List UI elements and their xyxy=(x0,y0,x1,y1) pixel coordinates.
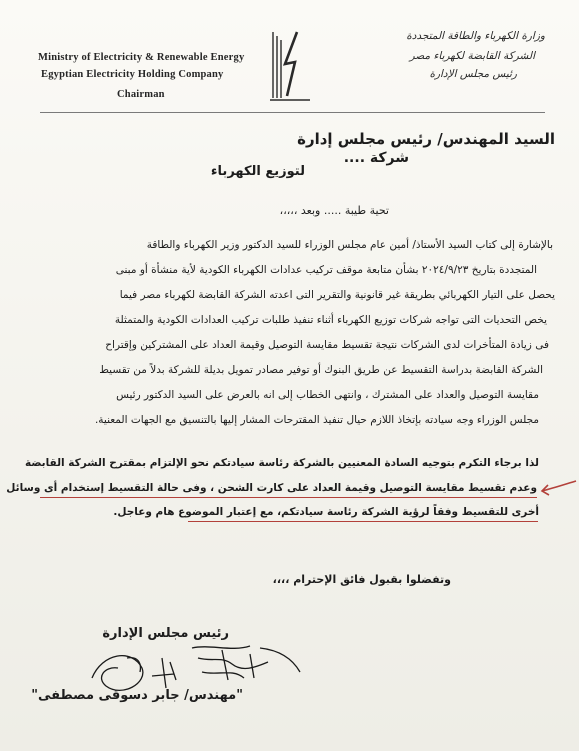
handwritten-underline xyxy=(40,497,537,498)
header-divider xyxy=(40,112,545,113)
header-en-chairman: Chairman xyxy=(117,89,165,100)
body-line: فى زيادة المتأخرات لدى الشركات نتيجة تقسيط مقايسة التوصيل وقيمة العداد على المشتركين وإقتراح xyxy=(105,339,549,351)
request-line: وعدم تقسيط مقايسة التوصيل وقيمة العداد على كارت الشحن ، وفى حالة التقسيط إستخدام أى وسائل xyxy=(6,482,537,494)
addressee-title: السيد المهندس/ رئيس مجلس إدارة xyxy=(297,130,555,148)
signatory-name: "مهندس/ جابر دسوقى مصطفى" xyxy=(31,688,243,703)
handwritten-arrow-icon xyxy=(538,475,578,499)
header-ar-ministry: وزارة الكهرباء والطاقة المتجددة xyxy=(406,30,545,42)
addressee-department: لتوزيع الكهرباء xyxy=(210,164,305,179)
addressee-company: شركة .... xyxy=(343,150,409,166)
body-line: الشركة القابضة بدراسة التقسيط عن طريق البنوك أو توفير مصادر تمويل بديلة للشركة بدلاً من تقسيط xyxy=(99,364,543,376)
body-line: المتجددة بتاريخ ٢٠٢٤/٩/٢٣ بشأن متابعة موقف تركيب عدادات الكهرباء الكودية لأية منشأة أو مبنى xyxy=(115,264,537,276)
header-ar-chairman: رئيس مجلس الإدارة xyxy=(429,68,517,80)
body-line: مقايسة التوصيل والعداد على المشترك ، وانتهى الخطاب إلى انه بالعرض على السيد الدكتور رئيس xyxy=(116,389,539,401)
signatory-title: رئيس مجلس الإدارة xyxy=(102,626,229,641)
company-logo-icon xyxy=(267,26,313,106)
handwritten-signature-icon xyxy=(82,628,332,718)
request-line: لذا برجاء التكرم بتوجيه السادة المعنيين بالشركة رئاسة سيادتكم نحو الإلتزام بمقترح الشركة القابضة xyxy=(24,457,539,469)
greeting: تحية طيبة ..... وبعد ،،،،، xyxy=(279,204,389,217)
header-en-ministry: Ministry of Electricity & Renewable Energy xyxy=(38,52,245,63)
body-line: بالإشارة إلى كتاب السيد الأستاذ/ أمين عام مجلس الوزراء للسيد الدكتور وزير الكهرباء والطاقة xyxy=(146,239,553,251)
body-line: يحصل على التيار الكهربائي بطريقة غير قانونية والتقرير التى اعدته الشركة القابضة لكهرباء مصر فيما xyxy=(119,289,555,301)
body-line: مجلس الوزراء وجه سيادته بإتخاذ اللازم حيال تنفيذ المقترحات المشار إليها بالتنسيق مع الجهات المعنية. xyxy=(94,414,539,426)
handwritten-underline xyxy=(188,521,538,522)
request-line: أخرى للتقسيط وفقاً لرؤية الشركة رئاسة سيادتكم، مع إعتبار الموضوع هام وعاجل. xyxy=(113,506,539,518)
closing-line: وتفضلوا بقبول فائق الإحترام ،،،، xyxy=(272,573,451,586)
body-line: يخص التحديات التى تواجه شركات توزيع الكهرباء أثناء تنفيذ طلبات تركيب العدادات الكودية والمتمثلة xyxy=(114,314,547,326)
header-en-company: Egyptian Electricity Holding Company xyxy=(41,69,224,80)
header-ar-company: الشركة القابضة لكهرباء مصر xyxy=(409,50,535,62)
